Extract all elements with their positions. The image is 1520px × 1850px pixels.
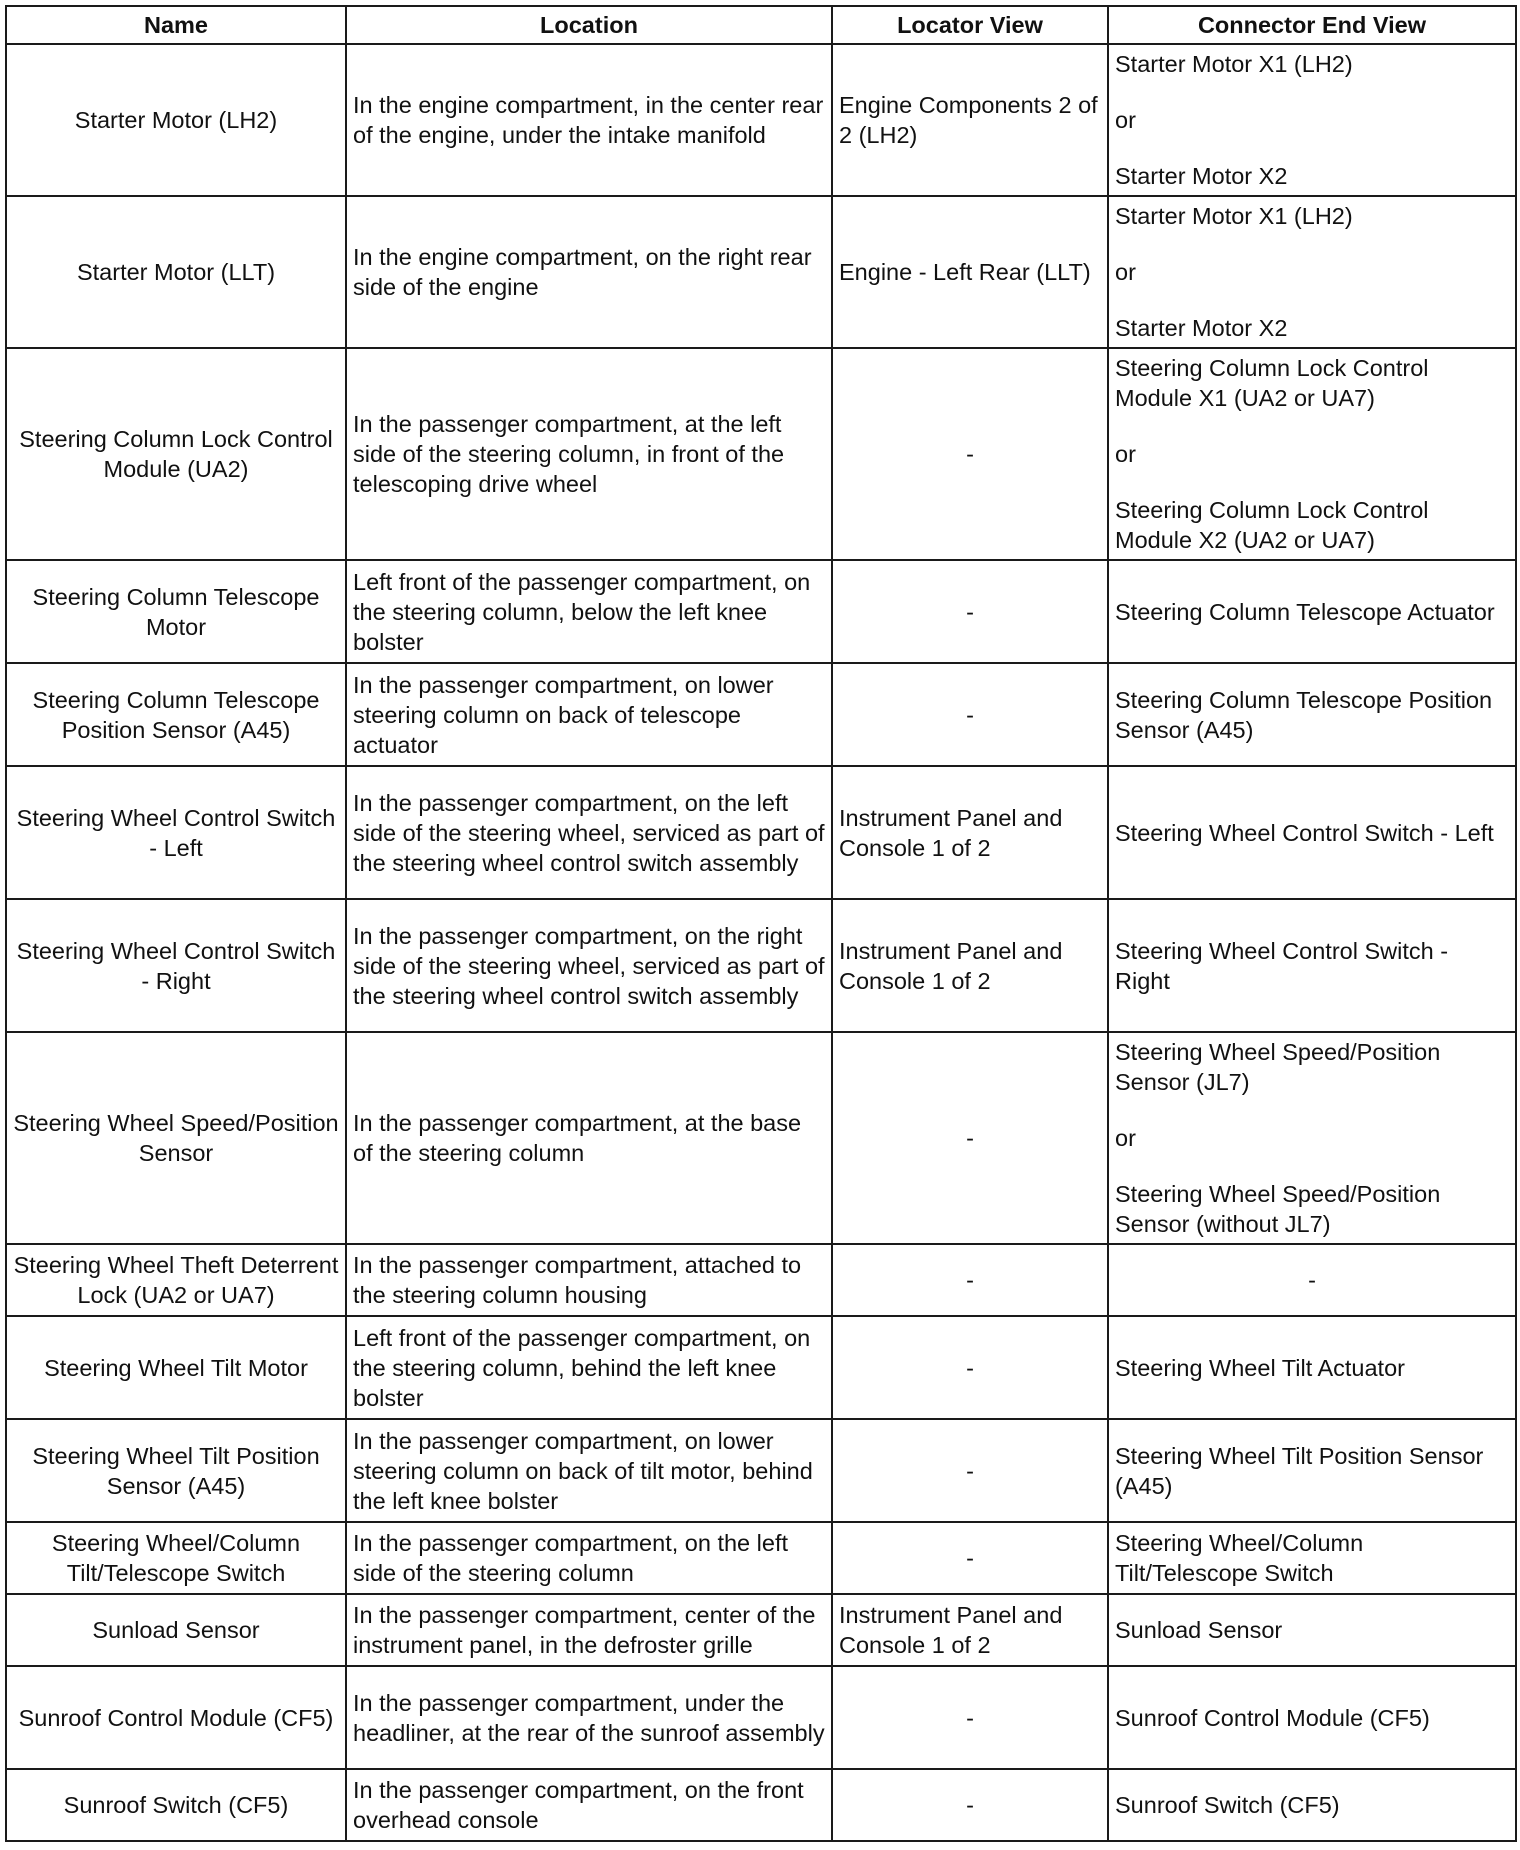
table-row	[6, 899, 1516, 1032]
end-view-item: Starter Motor X2	[1115, 315, 1288, 341]
cell-location: In the passenger compartment, on lower steering column on back of tilt motor, behind the left knee bolster	[346, 1419, 832, 1522]
cell-connector-end-view	[1108, 899, 1516, 1032]
cell-locator-view: Engine - Left Rear (LLT)	[832, 196, 1108, 348]
header-row	[6, 6, 1516, 44]
end-view-item: Steering Column Lock Control Module X1 (UA2 or UA7)	[1115, 355, 1429, 411]
cell-connector-end-view	[1108, 1769, 1516, 1841]
cell-locator-view: Instrument Panel and Console 1 of 2	[832, 1594, 1108, 1666]
end-view-or: or	[1115, 107, 1136, 133]
header-connector-end-view: Connector End View	[1108, 6, 1516, 44]
cell-locator-view: -	[832, 1769, 1108, 1841]
table-row	[6, 663, 1516, 766]
end-view-item: Sunroof Switch (CF5)	[1115, 1792, 1340, 1818]
cell-connector-end-view	[1108, 1244, 1516, 1316]
cell-location: In the passenger compartment, center of the instrument panel, in the defroster grille	[346, 1594, 832, 1666]
cell-connector-end-view	[1108, 766, 1516, 899]
cell-name: Steering Wheel Speed/Position Sensor	[6, 1032, 346, 1244]
cell-connector-end-view	[1108, 1666, 1516, 1769]
cell-location: Left front of the passenger compartment, on the steering column, below the left knee bolster	[346, 560, 832, 663]
cell-locator-view: -	[832, 1032, 1108, 1244]
cell-connector-end-view	[1108, 44, 1516, 196]
end-view-item: -	[1308, 1267, 1316, 1293]
end-view-item: Steering Wheel Speed/Position Sensor (without JL7)	[1115, 1181, 1441, 1237]
end-view-item: Sunload Sensor	[1115, 1617, 1283, 1643]
cell-location: In the engine compartment, in the center rear of the engine, under the intake manifold	[346, 44, 832, 196]
table-row	[6, 560, 1516, 663]
cell-locator-view: -	[832, 560, 1108, 663]
end-view-item: Starter Motor X1 (LH2)	[1115, 51, 1353, 77]
table-row	[6, 1244, 1516, 1316]
cell-locator-view: -	[832, 1244, 1108, 1316]
cell-location: In the passenger compartment, at the base of the steering column	[346, 1032, 832, 1244]
cell-name: Steering Wheel/Column Tilt/Telescope Switch	[6, 1522, 346, 1594]
table-row	[6, 348, 1516, 560]
cell-location: In the passenger compartment, attached to the steering column housing	[346, 1244, 832, 1316]
cell-location: In the passenger compartment, at the left side of the steering column, in front of the telescoping drive wheel	[346, 348, 832, 560]
cell-connector-end-view	[1108, 196, 1516, 348]
cell-locator-view: -	[832, 1666, 1108, 1769]
cell-connector-end-view	[1108, 1316, 1516, 1419]
cell-locator-view: Instrument Panel and Console 1 of 2	[832, 899, 1108, 1032]
cell-name: Starter Motor (LLT)	[6, 196, 346, 348]
cell-name: Steering Wheel Tilt Position Sensor (A45)	[6, 1419, 346, 1522]
header-locator-view: Locator View	[832, 6, 1108, 44]
cell-locator-view: -	[832, 1316, 1108, 1419]
cell-connector-end-view	[1108, 1419, 1516, 1522]
table-row	[6, 1522, 1516, 1594]
cell-name: Sunroof Switch (CF5)	[6, 1769, 346, 1841]
cell-name: Steering Wheel Tilt Motor	[6, 1316, 346, 1419]
end-view-item: Steering Wheel Control Switch - Left	[1115, 819, 1494, 846]
component-locator-table	[5, 5, 1517, 1842]
cell-locator-view: -	[832, 663, 1108, 766]
cell-connector-end-view	[1108, 560, 1516, 663]
header-location: Location	[346, 6, 832, 44]
cell-location: In the passenger compartment, on the right side of the steering wheel, serviced as part of the steering wheel control switch assembly	[346, 899, 832, 1032]
table-row	[6, 1316, 1516, 1419]
table-body	[6, 44, 1516, 1841]
end-view-or: or	[1115, 259, 1136, 285]
cell-locator-view: -	[832, 1522, 1108, 1594]
table-row	[6, 44, 1516, 196]
cell-locator-view: -	[832, 1419, 1108, 1522]
cell-location: In the passenger compartment, on the left side of the steering column	[346, 1522, 832, 1594]
cell-name: Steering Column Lock Control Module (UA2)	[6, 348, 346, 560]
end-view-item: Steering Wheel/Column Tilt/Telescope Switch	[1115, 1530, 1364, 1586]
cell-connector-end-view	[1108, 663, 1516, 766]
cell-locator-view: Instrument Panel and Console 1 of 2	[832, 766, 1108, 899]
cell-location: In the passenger compartment, on lower steering column on back of telescope actuator	[346, 663, 832, 766]
end-view-item: Steering Column Telescope Position Sensor (A45)	[1115, 686, 1493, 743]
end-view-item: Sunroof Control Module (CF5)	[1115, 1704, 1430, 1731]
table-row	[6, 1032, 1516, 1244]
end-view-item: Steering Wheel Tilt Position Sensor (A45)	[1115, 1442, 1484, 1499]
end-view-item: Starter Motor X2	[1115, 163, 1288, 189]
end-view-item: Steering Wheel Tilt Actuator	[1115, 1354, 1405, 1381]
cell-location: In the engine compartment, on the right rear side of the engine	[346, 196, 832, 348]
cell-locator-view: -	[832, 348, 1108, 560]
cell-name: Steering Wheel Theft Deterrent Lock (UA2 or UA7)	[6, 1244, 346, 1316]
cell-name: Sunload Sensor	[6, 1594, 346, 1666]
table-row	[6, 766, 1516, 899]
end-view-item: Steering Wheel Control Switch - Right	[1115, 937, 1449, 994]
end-view-item: Starter Motor X1 (LH2)	[1115, 203, 1353, 229]
table-row	[6, 196, 1516, 348]
cell-location: In the passenger compartment, on the left side of the steering wheel, serviced as part of the steering wheel control switch assembly	[346, 766, 832, 899]
end-view-item: Steering Column Telescope Actuator	[1115, 598, 1495, 625]
end-view-item: Steering Column Lock Control Module X2 (UA2 or UA7)	[1115, 497, 1429, 553]
cell-connector-end-view	[1108, 1032, 1516, 1244]
table-row	[6, 1594, 1516, 1666]
table-row	[6, 1769, 1516, 1841]
cell-name: Steering Column Telescope Position Sensor (A45)	[6, 663, 346, 766]
table-row	[6, 1419, 1516, 1522]
cell-location: Left front of the passenger compartment, on the steering column, behind the left knee bolster	[346, 1316, 832, 1419]
cell-name: Steering Wheel Control Switch - Left	[6, 766, 346, 899]
table-row	[6, 1666, 1516, 1769]
end-view-or: or	[1115, 1125, 1136, 1151]
cell-locator-view: Engine Components 2 of 2 (LH2)	[832, 44, 1108, 196]
end-view-or: or	[1115, 441, 1136, 467]
cell-connector-end-view	[1108, 348, 1516, 560]
end-view-item: Steering Wheel Speed/Position Sensor (JL7)	[1115, 1039, 1441, 1095]
cell-connector-end-view	[1108, 1594, 1516, 1666]
cell-connector-end-view	[1108, 1522, 1516, 1594]
cell-location: In the passenger compartment, under the headliner, at the rear of the sunroof assembly	[346, 1666, 832, 1769]
cell-location: In the passenger compartment, on the front overhead console	[346, 1769, 832, 1841]
cell-name: Steering Wheel Control Switch - Right	[6, 899, 346, 1032]
cell-name: Sunroof Control Module (CF5)	[6, 1666, 346, 1769]
cell-name: Starter Motor (LH2)	[6, 44, 346, 196]
cell-name: Steering Column Telescope Motor	[6, 560, 346, 663]
header-name: Name	[6, 6, 346, 44]
